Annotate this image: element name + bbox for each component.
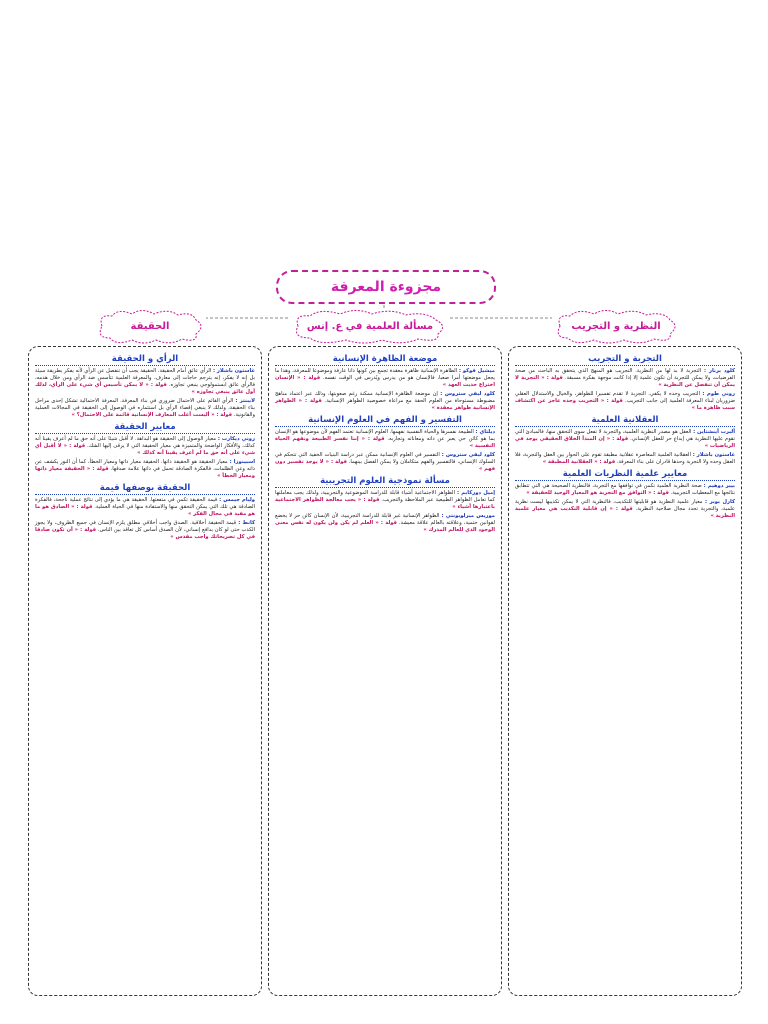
column-truth bbox=[28, 346, 262, 996]
philosopher-paragraph: غاستون باشلار : الرأي عائق أمام الحقيقة. الحقيقة يجب أن تنفصل عن الرأي لأنه يفكر بطريقة سيئة بل إنه لا يفكر، إنه يترجم حاجات إلى معارف، والمعرفة العلمية تتأسس ضد الرأي ومن خلال هدمه، فالرأي عائق ابستمولوجي ينبغي تجاوزه. قولة : « لا يمكن تأسيس أي شيء على الرأي، لذلك أول عائق ينبغي تجاوزه » bbox=[35, 368, 256, 395]
branch-label: النظرية و التجريب bbox=[571, 320, 661, 332]
philosopher-paragraph: كانط : قيمة الحقيقة أخلاقية. الصدق واجب أخلاقي مطلق يلزم الإنسان في جميع الظروف، ولا يجوز الكذب حتى لو كان بدافع إنساني، لأن الصدق أساس كل تعاقد بين الناس. قولة : « أن تكون صادقا في كل تصريحاتك واجب مقدس » bbox=[35, 520, 255, 540]
philosopher-paragraph: وليام جيمس : قيمة الحقيقة تكمن في منفعتها. الحقيقة هي ما يؤدي إلى نتائج عملية ناجحة، فالفكرة الصادقة هي تلك التي يمكن التحقق منها والاستفادة منها في الحياة العملية. قولة : « الصادق هو ما هو مفيد في مجال الفكر » bbox=[35, 497, 256, 517]
mindmap-connectors bbox=[0, 0, 768, 360]
section-title: الرأي و الحقيقة bbox=[35, 354, 255, 366]
philosopher-paragraph: غاستون باشلار : العقلانية العلمية المعاصرة عقلانية مطبقة تقوم على الحوار بين العقل والتجربة، فلا العقل وحده ولا التجربة وحدها قادران على بناء المعرفة. قولة : « العقلانية المطبقة » bbox=[515, 452, 735, 465]
section-title: مسألة نموذجية العلوم التجريبية bbox=[275, 476, 495, 488]
philosopher-paragraph: كلود برنار : التجربة لا بد لها من النظرية. التجريب هو المنهج الذي يتحقق به الباحث من صحة الفرضيات، ولا يمكن للتجربة أن تكون علمية إلا إذا كانت موجهة بفكرة مسبقة. قولة : « التجربة لا يمكن أن تنفصل عن النظرية » bbox=[515, 368, 735, 388]
philosopher-paragraph: ميشيل فوكو : الظاهرة الإنسانية ظاهرة معقدة تجمع بين كونها ذاتا عارفة وموضوعا للمعرفة، وهذا ما يجعل موضعتها أمرا صعبا، فالإنسان هو من يدرس ويُدرس في الوقت نفسه. قولة : « الإنسان اختراع حديث العهد » bbox=[275, 368, 495, 388]
branch-label: الحقيقة bbox=[130, 320, 170, 332]
title-text: مجزوءة المعرفة bbox=[330, 279, 442, 295]
philosopher-paragraph: إميل دوركايم : الظواهر الاجتماعية أشياء قابلة للدراسة الموضوعية والتجريبية، ولذلك يجب معاملتها كما تعامل الظواهر الطبيعية عبر الملاحظة والتجريب. قولة : « يجب معالجة الظواهر الاجتماعية باعتبارها أشياء » bbox=[275, 490, 496, 510]
mindmap-title bbox=[276, 270, 496, 304]
philosopher-paragraph: روني طوم : التجريب وحده لا يكفي. التجربة لا تقدم تفسيرا للظواهر، والخيال والاستدلال العقلي ضروريان لبناء المعرفة العلمية إلى جانب التجريب. قولة : « التجريب وحده عاجز عن اكتشاف سبب ظاهرة ما » bbox=[515, 391, 736, 411]
section-title: التفسير و الفهم في العلوم الإنسانية bbox=[275, 415, 495, 427]
branch-theory-experiment bbox=[552, 308, 680, 344]
section-title: التجربة و التجريب bbox=[515, 354, 735, 366]
philosopher-paragraph: لايبنتز : الرأي القائم على الاحتمال ضروري في بناء المعرفة. المعرفة الاحتمالية تشكل إحدى مراحل بناء الحقيقة، ولذلك لا ينبغي إقصاء الرأي بل استثماره في الوصول إلى الحقيقة في المجالات العملية والقانونية. قولة : « أليست أغلب المعارف الإنسانية قائمة على الاحتمال؟ » bbox=[35, 398, 255, 418]
section-title: موضعة الظاهرة الإنسانية bbox=[275, 354, 495, 366]
philosopher-paragraph: بيير دوهيم : صحة النظرية العلمية تكمن في توافقها مع التجربة، فالنظرية الصحيحة هي التي تتطابق نتائجها مع المعطيات التجريبية. قولة : « التوافق مع التجربة هو المعيار الوحيد للحقيقة » bbox=[515, 483, 735, 496]
philosopher-paragraph: كارل بوبر : معيار علمية النظرية هو قابليتها للتكذيب، فالنظرية التي لا يمكن تكذيبها ليست نظرية علمية، والتجربة تحدد مجال صلاحية النظرية. قولة : « إن قابلية التكذيب هي معيار علمية النظرية » bbox=[515, 499, 736, 519]
column-human-sciences bbox=[268, 346, 502, 996]
section-title: الحقيقة بوصفها قيمة bbox=[35, 483, 255, 495]
branch-label: مسألة العلمية في ع. إنس bbox=[306, 320, 434, 332]
philosopher-paragraph: ديلتاي : الطبيعة نفسرها والحياة النفسية نفهمها. العلوم الإنسانية تعتمد الفهم لأن موضوعها هو الإنسان بما هو كائن حي يعبر عن ذاته ومعاناته وتجاربه. قولة : « إننا نفسر الطبيعة ونفهم الحياة النفسية » bbox=[275, 429, 495, 449]
section-title: معايير الحقيقة bbox=[35, 422, 255, 434]
branch-human-sciences bbox=[290, 308, 450, 344]
philosopher-paragraph: كلود ليفي ستروس : إن موضعة الظاهرة الإنسانية ممكنة رغم صعوبتها، وذلك عبر اعتماد مناهج مضبوطة مستوحاة من العلوم الحقة مع مراعاة خصوصية الظواهر الإنسانية. قولة : « الظواهر الإنسانية ظواهر معقدة » bbox=[275, 391, 495, 411]
philosopher-paragraph: روني ديكارت : معيار الوصول إلى الحقيقة هو البداهة. لا أقبل شيئا على أنه حق ما لم أعرف يقينا أنه كذلك، والأفكار الواضحة والمتميزة هي معيار الحقيقة التي لا يرقى إليها الشك. قولة : « لا أقبل أي شيء على أنه حق ما لم أعرف يقينا أنه كذلك » bbox=[35, 436, 255, 456]
section-title: العقلانية العلمية bbox=[515, 415, 735, 427]
section-title: معايير علمية النظريات العلمية bbox=[515, 469, 735, 481]
philosopher-paragraph: ألبرت أينشتاين : العقل هو مصدر النظرية العلمية، والتجربة لا تفعل سوى التحقق منها، فالمبادئ التي تقوم عليها النظرية هي إبداع حر للعقل الإنساني. قولة : « إن المبدأ الخلاق الحقيقي يوجد في الرياضيات » bbox=[515, 429, 735, 449]
philosopher-paragraph: موريس ميرلوبونتي : الظواهر الإنسانية غير قابلة للدراسة التجريبية، لأن الإنسان كائن حر لا يخضع لقوانين حتمية، وعلاقته بالعالم علاقة معيشة. قولة : « العلم لم يكن ولن يكون له نفس معنى الوجود الذي للعالم المدرك » bbox=[275, 513, 495, 533]
branch-truth bbox=[94, 308, 206, 344]
column-theory-experiment bbox=[508, 346, 742, 996]
philosopher-paragraph: كلود ليفي ستروس : التفسير في العلوم الإنسانية ممكن عبر دراسة البنيات الخفية التي تتحكم في السلوك الإنساني، فالتفسير والفهم متكاملان ولا يمكن الفصل بينهما. قولة : « لا يوجد تفسير دون فهم » bbox=[275, 452, 495, 472]
philosopher-paragraph: اسبينوزا : معيار الحقيقة هو الحقيقة ذاتها. الحقيقة معيار ذاتها ومعيار الخطأ، كما أن النور يكشف عن ذاته وعن الظلمات، فالفكرة الصادقة تحمل في ذاتها علامة صدقها. قولة : « الحقيقة معيار ذاتها ومعيار الخطأ » bbox=[35, 459, 256, 479]
